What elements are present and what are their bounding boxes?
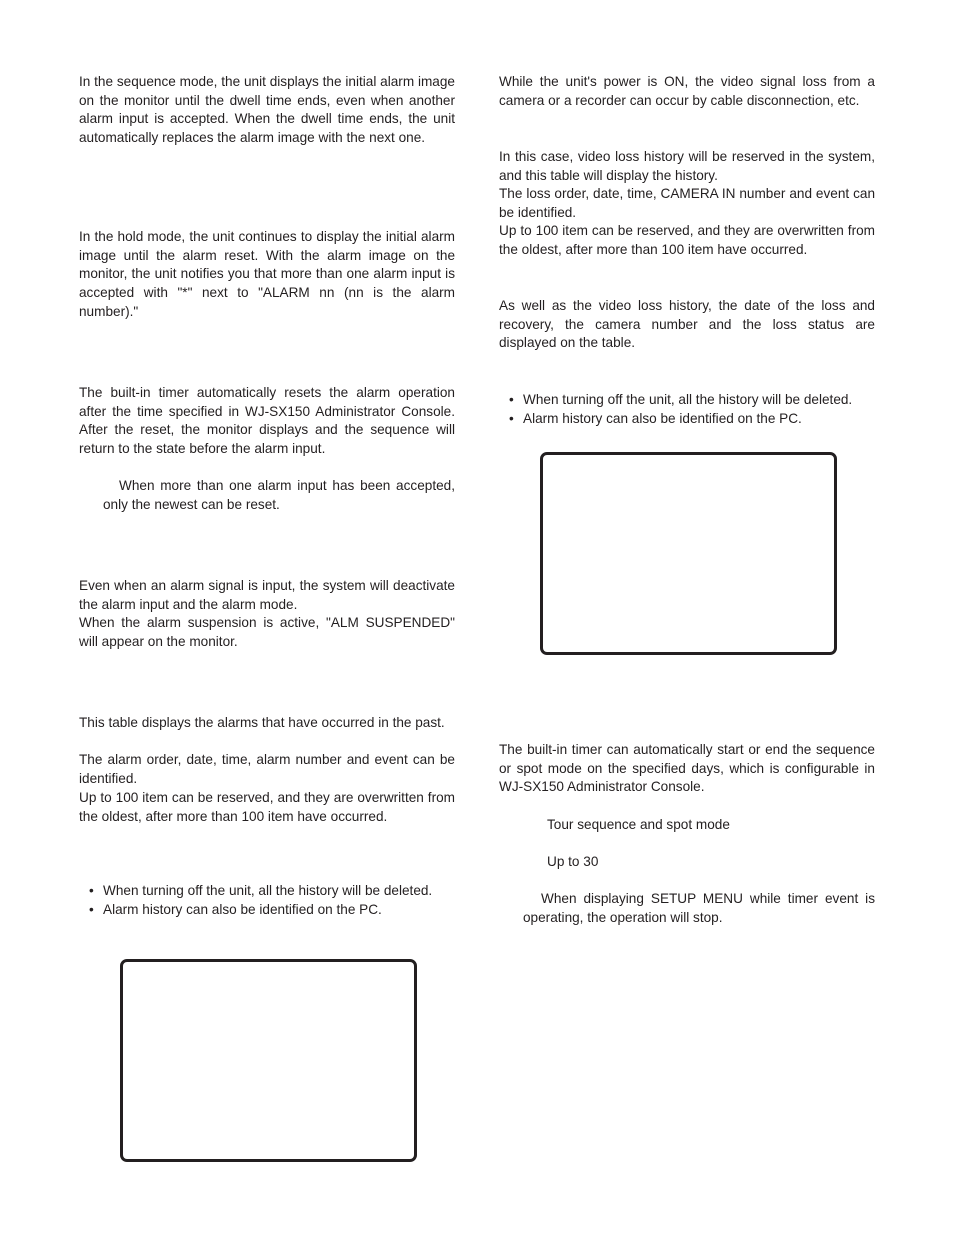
video-loss-monitor-screen [540, 452, 837, 655]
suspension-paragraph-1: Even when an alarm signal is input, the system will deactivate the alarm input and the alarm mode. [79, 578, 455, 612]
video-loss-paragraph-1: In this case, video loss history will be reserved in the system, and this table will display the history. [499, 149, 875, 183]
list-item: • Alarm history can also be identified on the PC. [79, 901, 455, 920]
video-loss-paragraph-2: The loss order, date, time, CAMERA IN number and event can be identified. [499, 186, 875, 220]
timer-mode-value: Tour sequence and spot mode [547, 817, 730, 832]
sequence-mode-paragraph: In the sequence mode, the unit displays the initial alarm image on the monitor until the dwell time ends, even when another alarm input is accepted. When the dwell time ends, the unit automatically replaces the alarm image with the next one. [79, 74, 455, 146]
video-loss-paragraph-3: Up to 100 item can be reserved, and they are overwritten from the oldest, after more than 100 item have occurred. [499, 223, 875, 257]
video-loss-intro-paragraph: While the unit's power is ON, the video signal loss from a camera or a recorder can occur by cable disconnection, etc. [499, 74, 875, 108]
timer-count-value: Up to 30 [547, 854, 599, 869]
video-loss-notes [499, 391, 875, 428]
alarm-history-paragraph-1: This table displays the alarms that have occurred in the past. [79, 715, 445, 730]
alarm-history-paragraph-3: Up to 100 item can be reserved, and they are overwritten from the oldest, after more than 100 item have occurred. [79, 790, 455, 824]
timer-note: When displaying SETUP MENU while timer event is operating, the operation will stop. [523, 891, 875, 925]
timer-paragraph: The built-in timer can automatically start or end the sequence or spot mode on the specified days, which is configurable in WJ-SX150 Administrator Console. [499, 742, 875, 795]
list-item: • When turning off the unit, all the history will be deleted. [499, 391, 875, 410]
alarm-history-paragraph-2: The alarm order, date, time, alarm number and event can be identified. [79, 752, 455, 786]
list-item: • Alarm history can also be identified on the PC. [499, 410, 875, 429]
auto-reset-paragraph: The built-in timer automatically resets the alarm operation after the time specified in WJ-SX150 Administrator Console. After the reset, the monitor displays and the sequence will return to the state before the alarm input. [79, 385, 455, 457]
video-loss-table-paragraph: As well as the video loss history, the date of the loss and recovery, the camera number and the loss status are displayed on the table. [499, 298, 875, 351]
alarm-history-monitor-screen [120, 959, 417, 1162]
alarm-history-notes [79, 882, 455, 919]
list-item: • When turning off the unit, all the history will be deleted. [79, 882, 455, 901]
hold-mode-paragraph: In the hold mode, the unit continues to display the initial alarm image until the alarm reset. With the alarm image on the monitor, the unit notifies you that more than one alarm input is accepted with "*" next to "ALARM nn (nn is the alarm number)." [79, 229, 455, 319]
auto-reset-note: When more than one alarm input has been accepted, only the newest can be reset. [103, 478, 455, 512]
suspension-paragraph-2: When the alarm suspension is active, "ALM SUSPENDED" will appear on the monitor. [79, 615, 455, 649]
